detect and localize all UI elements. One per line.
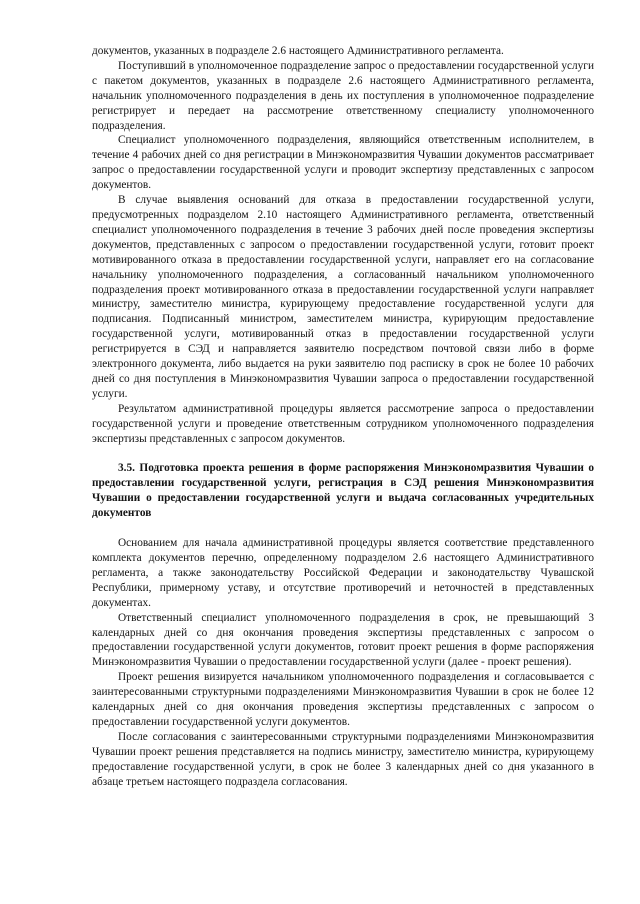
paragraph: документов, указанных в подразделе 2.6 настоящего Административного регламента.	[92, 45, 504, 57]
paragraph: Проект решения визируется начальником уполномоченного подразделения и согласовывается с заинтересованными структурными подразделениями Минэкономразвития Чувашии в срок не более 12 календарных дней со дня окончания проведения экспертизы представленных с запросом о предоставлении государственной услуги документов.	[92, 671, 594, 728]
document-page	[92, 44, 594, 790]
spacer	[92, 521, 594, 536]
spacer	[92, 446, 594, 461]
paragraph: Основанием для начала административной процедуры является соответствие представленного комплекта документов перечню, определенному подразделом 2.6 настоящего Административного регламента, а также законодательству Российской Федерации и законодательству Чувашской Республики, примерному уставу, и отсутствие противоречий и неточностей в представленных документах.	[92, 537, 594, 609]
paragraph: После согласования с заинтересованными структурными подразделениями Минэкономразвития Чувашии проект решения представляется на подпись министру, заместителю министра, курирующему предоставление государственной услуги, в срок не более 3 календарных дней со дня указанного в абзаце третьем настоящего подраздела согласования.	[92, 730, 594, 788]
paragraph: Ответственный специалист уполномоченного подразделения в срок, не превышающий 3 календарных дней со дня окончания проведения экспертизы представленных с запросом о предоставлении государственной услуги документов, готовит проект решения в форме распоряжения Минэкономразвития Чувашии о предоставлении государственной услуги (далее - проект решения).	[92, 611, 594, 669]
paragraph: Результатом административной процедуры является рассмотрение запроса о предоставлении государственной услуги и проведение ответственным сотрудником уполномоченного подразделения экспертизы представленных с запросом документов.	[92, 402, 594, 445]
paragraph: Поступивший в уполномоченное подразделение запрос о предоставлении государственной услуги с пакетом документов, указанных в подразделе 2.6 настоящего Административного регламента, начальник уполномоченного подразделения в день их поступления в уполномоченное подразделение регистрирует и передает на рассмотрение ответственному специалисту уполномоченного подразделения.	[92, 59, 594, 132]
paragraph: Специалист уполномоченного подразделения, являющийся ответственным исполнителем, в течение 4 рабочих дней со дня регистрации в Минэкономразвития Чувашии документов рассматривает запрос о предоставлении государственной услуги и проводит экспертизу представленных с запросом документов.	[92, 134, 594, 192]
section-heading: 3.5. Подготовка проекта решения в форме распоряжения Минэкономразвития Чувашии о предоставлении государственной услуги, регистрация в СЭД решения Минэкономразвития Чувашии о предоставлении государственной услуги и выдача согласованных учредительных документов	[92, 462, 594, 520]
paragraph: В случае выявления оснований для отказа в предоставлении государственной услуги, предусмотренных подразделом 2.10 настоящего Административного регламента, ответственный специалист уполномоченного подразделения в течение 3 рабочих дней после проведения экспертизы документов, представленных с запросом о предоставлении государственной услуги, готовит проект мотивированного отказа в предоставлении государственной услуги, направляет его на согласование начальнику уполномоченного подразделения, а согласованный начальником уполномоченного подразделения проект мотивированного отказа в предоставлении государственной услуги направляет министру, заместителю министра, курирующему предоставление государственной услуги для подписания. Подписанный министром, заместителем министра, курирующим предоставление государственной услуги, мотивированный отказ в предоставлении государственной услуги регистрируется в СЭД и направляется заявителю посредством почтовой связи либо в форме электронного документа, либо выдается на руки заявителю под расписку в срок не более 10 рабочих дней со дня поступления в Минэкономразвития Чувашии запроса о предоставлении государственной услуги.	[92, 194, 594, 400]
